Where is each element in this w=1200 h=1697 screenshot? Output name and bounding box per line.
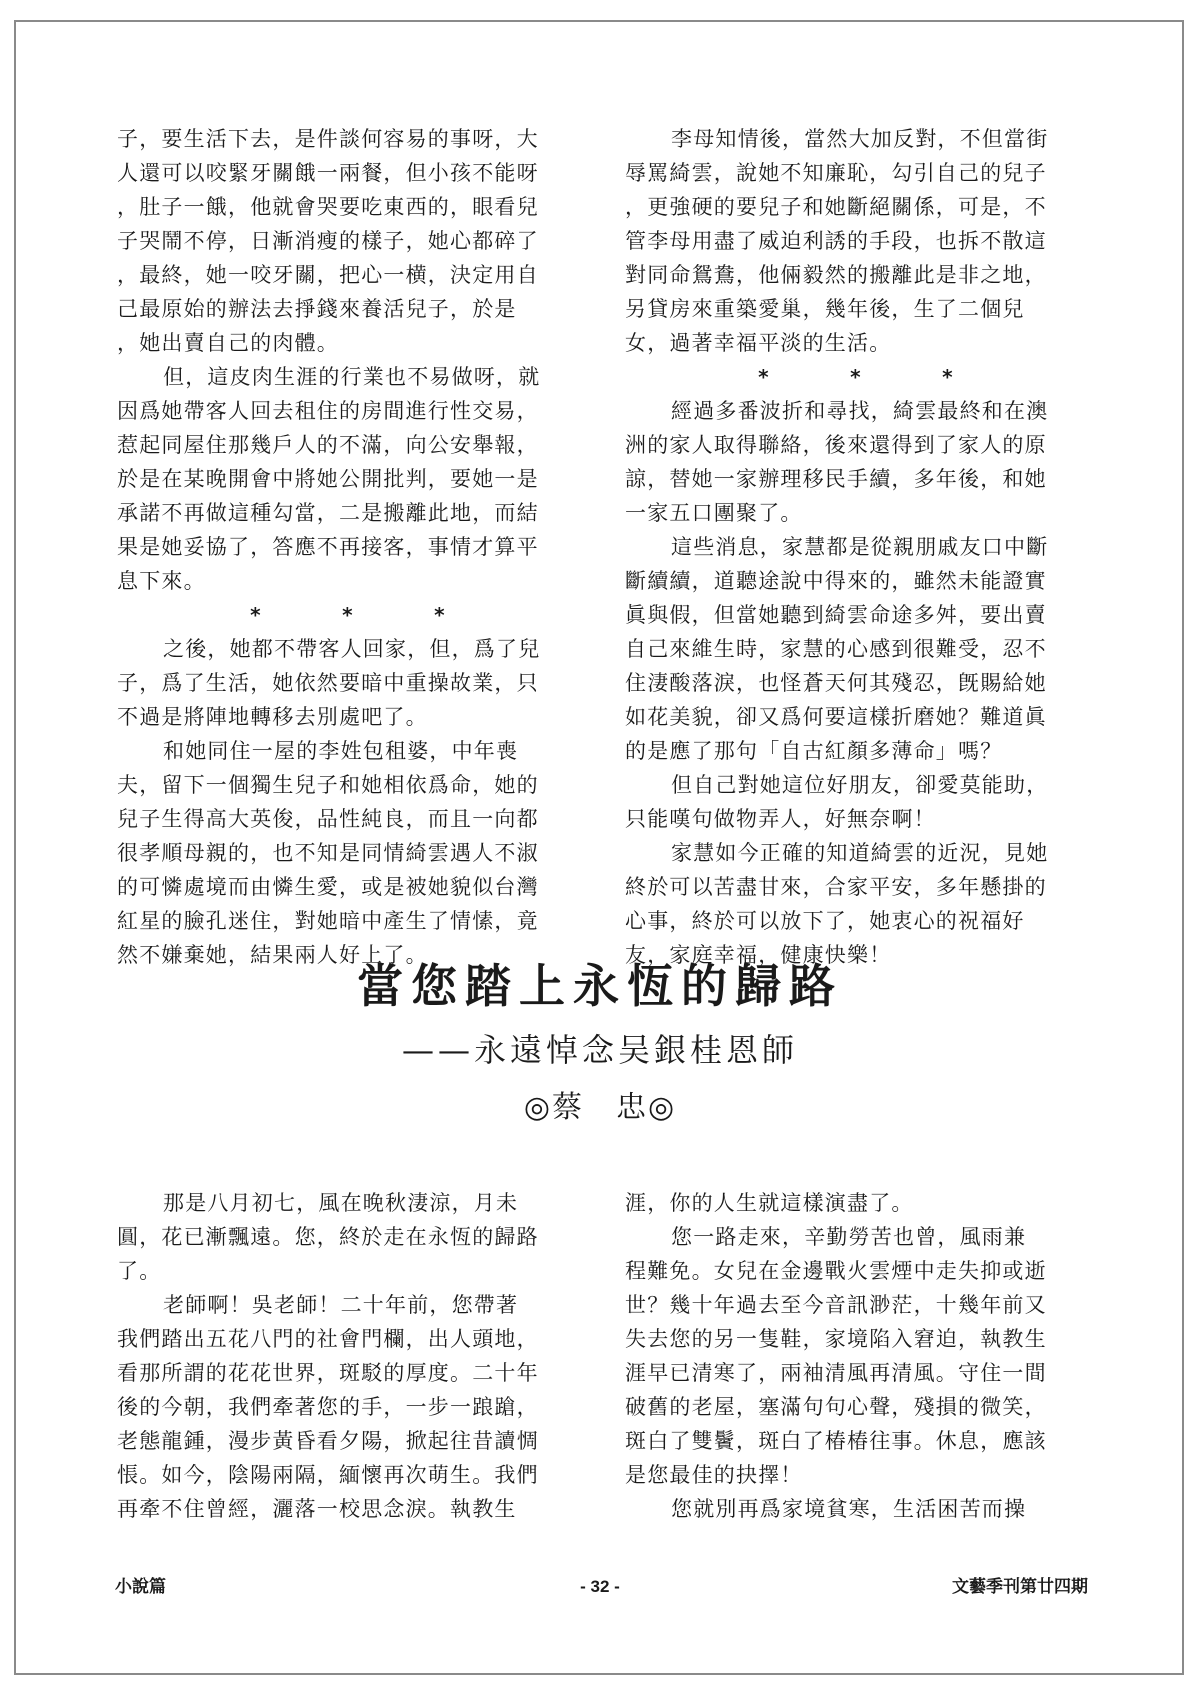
- text-line: 這些消息，家慧都是從親朋戚友口中斷: [671, 535, 1049, 559]
- text-line: 息下來。: [117, 569, 206, 593]
- text-line: 夫，留下一個獨生兒子和她相依爲命，她的: [117, 773, 539, 797]
- separator-star: *: [850, 365, 862, 389]
- text-line: 然不嫌棄她，結果兩人好上了。: [117, 943, 428, 967]
- text-line: 眞與假，但當她聽到綺雲命途多舛，要出賣: [625, 603, 1047, 627]
- footer-section-label: 小說篇: [115, 1577, 166, 1596]
- text-line: 了。: [117, 1259, 162, 1283]
- article-subtitle: ——永遠悼念吴銀桂恩師: [401, 1031, 798, 1069]
- article-left-column: [117, 1186, 579, 1526]
- text-line: 惹起同屋住那幾戶人的不滿，向公安舉報，: [117, 433, 539, 457]
- text-line: 另貸房來重築愛巢，幾年後，生了二個兒: [625, 297, 1025, 321]
- text-line: 圓，花已漸飄遠。您，終於走在永恆的歸路: [117, 1225, 539, 1249]
- text-line: 破舊的老屋，塞滿句句心聲，殘損的微笑，: [625, 1395, 1047, 1419]
- text-line: 家慧如今正確的知道綺雲的近況，見她: [671, 841, 1049, 865]
- text-line: 的是應了那句「自古紅顏多薄命」嗎？: [625, 739, 1003, 763]
- separator-star: *: [434, 603, 446, 627]
- text-line: 管李母用盡了威迫利誘的手段，也拆不散這: [625, 229, 1047, 253]
- text-line: 紅星的臉孔迷住，對她暗中產生了情愫，竟: [117, 909, 539, 933]
- text-line: 世？幾十年過去至今音訊渺茫，十幾年前又: [625, 1293, 1047, 1317]
- text-line: ，更強硬的要兒子和她斷絕關係，可是，不: [625, 195, 1047, 219]
- separator-star: *: [342, 603, 354, 627]
- text-line: 悵。如今，陰陽兩隔，緬懷再次萌生。我們: [117, 1463, 539, 1487]
- text-line: 女，過著幸福平淡的生活。: [625, 331, 892, 355]
- separator-star: *: [758, 365, 770, 389]
- text-line: 不過是將陣地轉移去別處吧了。: [117, 705, 428, 729]
- text-line: 涯，你的人生就這樣演盡了。: [625, 1191, 914, 1215]
- text-line: ，最終，她一咬牙關，把心一横，決定用自: [117, 263, 539, 287]
- text-line: 很孝順母親的，也不知是同情綺雲遇人不淑: [117, 841, 539, 865]
- text-line: 洲的家人取得聯絡，後來還得到了家人的原: [625, 433, 1047, 457]
- text-line: 老態龍鍾，漫步黃昏看夕陽，掀起往昔讀惆: [117, 1429, 539, 1453]
- text-line: 但，這皮肉生涯的行業也不易做呀，就: [163, 365, 541, 389]
- text-line: 看那所謂的花花世界，斑駁的厚度。二十年: [117, 1361, 539, 1385]
- text-line: 您就別再爲家境貧寒，生活困苦而操: [671, 1497, 1027, 1521]
- text-line: 如花美貌，卻又爲何要這樣折磨她？難道眞: [625, 705, 1047, 729]
- footer-page-number: - 32 -: [580, 1577, 620, 1596]
- text-line: 一家五口團聚了。: [625, 501, 803, 525]
- text-line: 後的今朝，我們牽著您的手，一步一踉蹌，: [117, 1395, 539, 1419]
- article-right-column: [625, 1186, 1087, 1526]
- article-title: 當您踏上永恆的歸路: [357, 959, 843, 1013]
- text-line: 再牽不住曾經，灑落一校思念淚。執教生: [117, 1497, 517, 1521]
- text-line: 友，家庭幸福，健康快樂！: [625, 943, 892, 967]
- text-line: 老師啊！吳老師！二十年前，您帶著: [163, 1293, 519, 1317]
- separator-star: *: [942, 365, 954, 389]
- text-line: 住淒酸落淚，也怪蒼天何其殘忍，旣賜給她: [625, 671, 1047, 695]
- footer-publication: 文藝季刊第廿四期: [952, 1577, 1088, 1596]
- text-line: ，她出賣自己的肉體。: [117, 331, 339, 355]
- story-right-column: [625, 122, 1087, 972]
- text-line: 失去您的另一隻鞋，家境陷入窘迫，執教生: [625, 1327, 1047, 1351]
- text-line: 辱罵綺雲，說她不知廉恥，勾引自己的兒子: [625, 161, 1047, 185]
- section-separator: [625, 360, 1087, 394]
- text-line: 因爲她帶客人回去租住的房間進行性交易，: [117, 399, 539, 423]
- text-line: 我們踏出五花八門的社會門欄，出人頭地，: [117, 1327, 539, 1351]
- text-line: 於是在某晚開會中將她公開批判，要她一是: [117, 467, 539, 491]
- separator-star: *: [250, 603, 262, 627]
- text-line: 李母知情後，當然大加反對，不但當街: [671, 127, 1049, 151]
- text-line: 只能嘆句做物弄人，好無奈啊！: [625, 807, 936, 831]
- text-line: ，肚子一餓，他就會哭要吃東西的，眼看兒: [117, 195, 539, 219]
- text-line: 終於可以苦盡甘來，合家平安，多年懸掛的: [625, 875, 1047, 899]
- text-line: 的可憐處境而由憐生愛，或是被她貌似台灣: [117, 875, 539, 899]
- text-line: 但自己對她這位好朋友，卻愛莫能助，: [671, 773, 1049, 797]
- text-line: 子哭鬧不停，日漸消瘦的樣子，她心都碎了: [117, 229, 539, 253]
- text-line: 斑白了雙鬢，斑白了椿椿往事。休息，應該: [625, 1429, 1047, 1453]
- text-line: 果是她妥協了，答應不再接客，事情才算平: [117, 535, 539, 559]
- section-separator: [117, 598, 579, 632]
- text-line: 己最原始的辦法去掙錢來養活兒子，於是: [117, 297, 517, 321]
- text-line: 程難免。女兒在金邊戰火雲煙中走失抑或逝: [625, 1259, 1047, 1283]
- text-line: 子，爲了生活，她依然要暗中重操故業，只: [117, 671, 539, 695]
- text-line: 心事，終於可以放下了，她衷心的祝福好: [625, 909, 1025, 933]
- story-left-column: [117, 122, 579, 972]
- text-line: 承諾不再做這種勾當，二是搬離此地，而結: [117, 501, 539, 525]
- text-line: 之後，她都不帶客人回家，但，爲了兒: [163, 637, 541, 661]
- text-line: 經過多番波折和尋找，綺雲最終和在澳: [671, 399, 1049, 423]
- text-line: 諒，替她一家辦理移民手續，多年後，和她: [625, 467, 1047, 491]
- text-line: 和她同住一屋的李姓包租婆，中年喪: [163, 739, 519, 763]
- text-line: 那是八月初七，風在晚秋淒涼，月未: [163, 1191, 519, 1215]
- text-line: 子，要生活下去，是件談何容易的事呀，大: [117, 127, 539, 151]
- text-line: 是您最佳的抉擇！: [625, 1463, 803, 1487]
- text-line: 對同命鴛鴦，他倆毅然的搬離此是非之地，: [625, 263, 1047, 287]
- article-author: ◎蔡 忠◎: [523, 1090, 677, 1125]
- text-line: 自己來維生時，家慧的心感到很難受，忍不: [625, 637, 1047, 661]
- text-line: 人還可以咬緊牙關餓一兩餐，但小孩不能呀: [117, 161, 539, 185]
- text-line: 涯早已清寒了，兩袖清風再清風。守住一間: [625, 1361, 1047, 1385]
- text-line: 您一路走來，辛勤勞苦也曾，風雨兼: [671, 1225, 1027, 1249]
- text-line: 兒子生得高大英俊，品性純良，而且一向都: [117, 807, 539, 831]
- text-line: 斷續續，道聽途說中得來的，雖然未能證實: [625, 569, 1047, 593]
